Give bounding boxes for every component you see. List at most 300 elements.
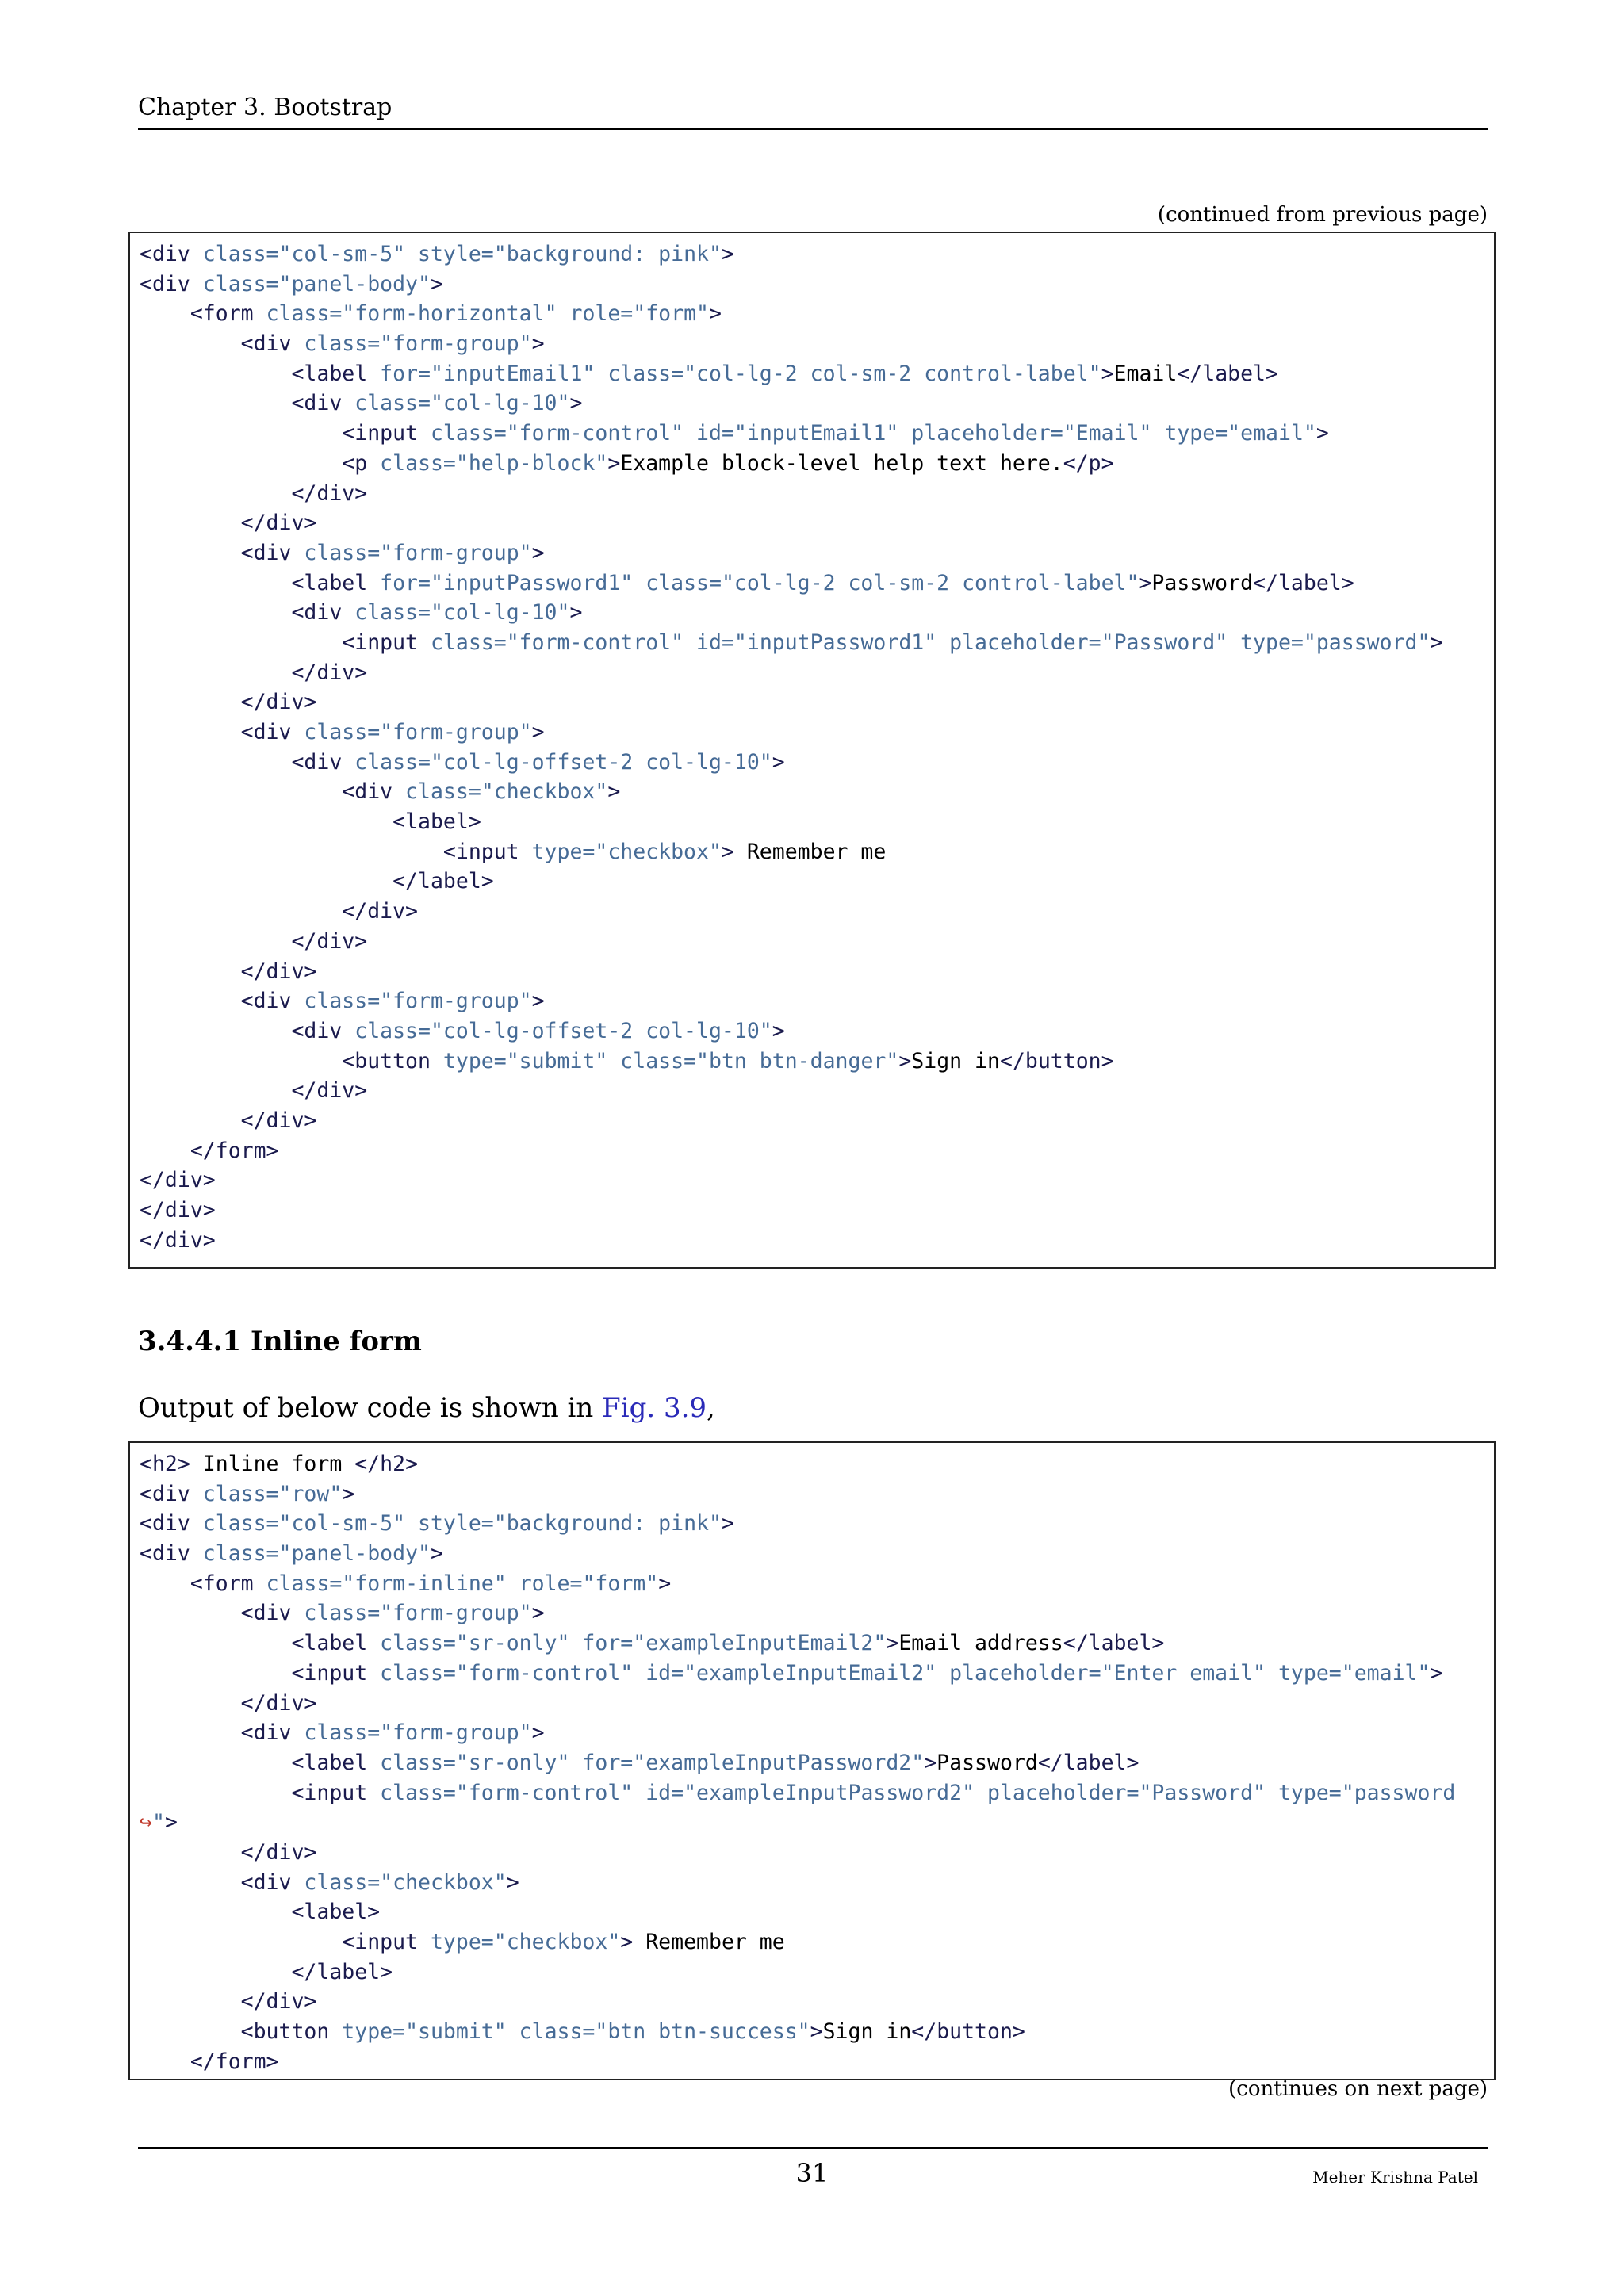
code-token: <div — [291, 1018, 343, 1043]
code-token: <label> — [393, 809, 481, 835]
code-line — [140, 807, 1494, 837]
code-token — [140, 840, 443, 864]
code-token — [140, 959, 241, 984]
intro-paragraph — [138, 1392, 715, 1424]
code-token: <p — [342, 450, 368, 476]
code-token: placeholder= — [936, 1660, 1101, 1686]
code-token — [140, 1989, 241, 2014]
code-token: class= — [342, 1018, 431, 1043]
code-token: "inputPassword1" — [733, 629, 937, 655]
code-token: placeholder= — [936, 629, 1101, 655]
code-token: for= — [367, 570, 431, 595]
code-token — [140, 1870, 241, 1895]
code-token: placeholder= — [898, 421, 1063, 446]
code-token: <div — [240, 1720, 292, 1746]
code-token: </label> — [393, 869, 494, 894]
code-line — [140, 239, 1494, 270]
code-token: "col-lg-offset-2 col-lg-10" — [430, 1018, 772, 1043]
code-token: > — [721, 839, 734, 864]
code-token: > — [1430, 1660, 1443, 1686]
code-token: "form" — [582, 1571, 659, 1596]
code-token: type= — [1228, 629, 1304, 655]
code-token: <label — [291, 1750, 368, 1775]
code-token — [140, 899, 342, 924]
code-token: <input — [342, 1930, 419, 1954]
code-token: type= — [1266, 1780, 1342, 1805]
code-line — [140, 1569, 1494, 1599]
code-token: </div> — [240, 1690, 317, 1716]
code-token: > — [1430, 629, 1443, 655]
code-token: <div — [240, 540, 292, 565]
code-line — [140, 1957, 1494, 1988]
code-token: class= — [190, 1481, 279, 1506]
code-line — [140, 658, 1494, 688]
code-token: "Password" — [1139, 1780, 1266, 1805]
code-token — [140, 989, 241, 1013]
code-token: "background: pink" — [493, 1511, 722, 1536]
code-line — [140, 1838, 1494, 1868]
code-token: > — [721, 242, 734, 266]
code-token: role= — [557, 301, 634, 327]
code-line — [140, 1449, 1494, 1479]
code-line — [140, 1539, 1494, 1569]
code-token: type= — [418, 1930, 494, 1954]
code-token: class= — [342, 749, 431, 775]
code-token: class= — [291, 1869, 381, 1895]
code-token: "row" — [278, 1481, 343, 1506]
code-line — [140, 1598, 1494, 1628]
code-token: class= — [367, 1631, 456, 1656]
code-line — [140, 2047, 1494, 2077]
code-token: <label> — [291, 1900, 381, 1925]
code-token — [140, 1108, 241, 1133]
code-token: class= — [291, 331, 381, 357]
code-token: </div> — [291, 480, 368, 506]
code-token — [140, 571, 291, 595]
code-line — [140, 270, 1494, 300]
code-token: Sign in — [911, 1048, 1000, 1073]
code-token: class= — [291, 1601, 381, 1626]
code-line — [140, 1196, 1494, 1226]
code-token: "col-lg-10" — [430, 391, 570, 416]
line-continuation-icon: ↪ — [140, 1810, 152, 1835]
code-token: id= — [684, 421, 734, 446]
code-token — [140, 660, 291, 685]
code-token: id= — [633, 1660, 684, 1686]
code-token: <input — [442, 839, 519, 864]
code-token: "form-inline" — [342, 1571, 507, 1596]
code-token: <button — [240, 2019, 330, 2045]
code-token — [140, 481, 291, 506]
figure-link[interactable]: Fig. 3.9 — [602, 1392, 707, 1424]
code-token: </div> — [240, 511, 317, 536]
code-token: class= — [190, 242, 279, 266]
code-token: "checkbox" — [595, 839, 722, 864]
code-token: "form-control" — [455, 1780, 634, 1805]
code-line — [140, 419, 1494, 449]
code-token: </div> — [240, 1839, 317, 1865]
code-line — [140, 1047, 1494, 1077]
intro-punct: , — [707, 1392, 715, 1424]
code-token: > — [886, 1631, 899, 1656]
code-line — [140, 1868, 1494, 1898]
footer-rule — [138, 2147, 1488, 2149]
code-token: class= — [190, 1541, 279, 1567]
code-token: Email address — [898, 1631, 1063, 1656]
code-token: Inline form — [190, 1452, 355, 1476]
code-token: </div> — [240, 1989, 317, 2015]
code-line — [140, 1509, 1494, 1539]
code-token: class= — [342, 391, 431, 416]
code-token: type= — [329, 2019, 406, 2045]
code-token — [140, 869, 393, 894]
code-line — [140, 837, 1494, 867]
code-line — [140, 718, 1494, 748]
code-token: class= — [367, 1780, 456, 1805]
code-line — [140, 1136, 1494, 1166]
code-token: "panel-body" — [278, 1541, 431, 1567]
code-token: "sr-only" — [455, 1631, 570, 1656]
code-token: <div — [291, 749, 343, 775]
code-token: "form-group" — [380, 1720, 532, 1746]
code-line — [140, 867, 1494, 897]
code-lines — [140, 1449, 1494, 2076]
code-token — [140, 1900, 291, 1924]
code-token — [140, 1571, 190, 1596]
code-token: class= — [253, 301, 343, 327]
code-token: > — [531, 1601, 545, 1626]
code-token: class= — [418, 421, 507, 446]
code-token: Email — [1113, 361, 1178, 386]
code-token — [140, 1720, 241, 1745]
code-token: "col-sm-5" — [278, 1511, 406, 1536]
code-token: style= — [405, 1511, 494, 1536]
code-token: <form — [190, 1571, 254, 1596]
code-token: "form-group" — [380, 1601, 532, 1626]
code-token: > — [772, 749, 785, 775]
code-token: "exampleInputEmail2" — [633, 1631, 887, 1656]
code-token: <div — [240, 989, 292, 1014]
code-token: <div — [140, 1481, 190, 1506]
code-token: type= — [519, 839, 596, 864]
code-token: <input — [291, 1660, 368, 1686]
code-token: "email" — [1228, 421, 1316, 446]
code-token: "Email" — [1063, 421, 1152, 446]
code-token — [140, 690, 241, 714]
code-token: </form> — [190, 2049, 279, 2074]
code-line — [140, 1718, 1494, 1748]
code-token: class= — [291, 1720, 381, 1746]
code-token: </div> — [291, 1078, 368, 1104]
code-token: <input — [291, 1780, 368, 1805]
code-line — [140, 1987, 1494, 2017]
code-token: "col-lg-offset-2 col-lg-10" — [430, 749, 772, 775]
code-token: > — [924, 1750, 937, 1775]
code-token: > — [1101, 361, 1114, 386]
code-token: class= — [342, 600, 431, 626]
code-token: > — [164, 1810, 178, 1835]
code-line — [140, 957, 1494, 987]
code-token: <div — [240, 1601, 292, 1626]
code-line — [140, 748, 1494, 778]
code-token: </div> — [342, 899, 419, 924]
code-token: "form-group" — [380, 989, 532, 1014]
code-token: > — [810, 2019, 823, 2045]
code-token: "col-lg-2 col-sm-2 control-label" — [684, 361, 1101, 386]
code-token: <input — [342, 421, 419, 446]
code-token — [140, 1840, 241, 1865]
code-token: </label> — [1063, 1631, 1165, 1656]
code-token: > — [531, 331, 545, 357]
code-token: > — [772, 1018, 785, 1043]
code-token — [140, 750, 291, 775]
code-token: class= — [291, 720, 381, 744]
code-token: class= — [633, 570, 722, 595]
code-token: </div> — [240, 1108, 317, 1133]
code-line — [140, 927, 1494, 957]
code-token: > — [607, 779, 621, 805]
code-token — [140, 630, 342, 655]
code-line — [140, 1689, 1494, 1719]
code-lines — [140, 239, 1494, 1255]
code-token: class= — [393, 779, 481, 805]
code-token: <label — [291, 1631, 368, 1656]
code-line — [140, 986, 1494, 1016]
code-token: "background: pink" — [493, 242, 722, 266]
code-token: class= — [291, 540, 381, 565]
code-token: </button> — [911, 2019, 1025, 2045]
code-token — [140, 720, 241, 744]
code-line — [140, 1778, 1494, 1808]
code-line — [140, 1226, 1494, 1256]
code-token: > — [531, 989, 545, 1014]
code-token: class= — [595, 361, 684, 386]
code-token — [140, 362, 291, 386]
code-token: </h2> — [354, 1452, 419, 1476]
code-line — [140, 1076, 1494, 1106]
code-token: class= — [367, 450, 456, 476]
section-heading: 3.4.4.1 Inline form — [138, 1326, 422, 1357]
code-token: "panel-body" — [278, 271, 431, 297]
code-token: class= — [418, 629, 507, 655]
code-token: type= — [430, 1048, 507, 1073]
code-token — [140, 929, 291, 954]
code-token: "inputEmail1" — [430, 361, 596, 386]
code-token: Remember me — [633, 1930, 785, 1954]
code-token: type= — [1266, 1660, 1342, 1686]
code-token — [140, 1601, 241, 1625]
code-token: <div — [240, 1869, 292, 1895]
code-line — [140, 1927, 1494, 1957]
code-token: "inputEmail1" — [733, 421, 899, 446]
code-token: class= — [291, 989, 381, 1014]
code-token — [140, 331, 241, 356]
code-token: </label> — [1253, 570, 1354, 595]
code-token — [140, 1631, 291, 1655]
code-token: <div — [291, 600, 343, 626]
code-line — [140, 449, 1494, 479]
code-token: > — [658, 1571, 672, 1596]
intro-text: Output of below code is shown in — [138, 1392, 603, 1424]
code-token: "exampleInputEmail2" — [684, 1660, 937, 1686]
code-token: <label — [291, 570, 368, 595]
code-token: for= — [367, 361, 431, 386]
code-token: > — [531, 720, 545, 744]
code-token — [140, 600, 291, 625]
code-line — [140, 329, 1494, 359]
continued-note: (continued from previous page) — [1157, 203, 1488, 227]
code-token: class= — [506, 2019, 596, 2045]
header-rule — [138, 128, 1488, 130]
code-token: "exampleInputPassword2" — [633, 1750, 925, 1775]
code-line — [140, 2017, 1494, 2047]
code-token: > — [1139, 570, 1152, 595]
code-line — [140, 568, 1494, 599]
code-token: class= — [190, 271, 279, 297]
code-token: <div — [240, 720, 292, 744]
code-line — [140, 1106, 1494, 1136]
code-token: "Enter email" — [1101, 1660, 1266, 1686]
running-head: Chapter 3. Bootstrap — [138, 94, 393, 121]
code-token — [140, 779, 342, 804]
code-token: "help-block" — [455, 450, 608, 476]
code-token: role= — [506, 1571, 583, 1596]
code-token: </form> — [190, 1138, 279, 1163]
code-token: Example block-level help text here. — [620, 450, 1063, 476]
code-token: > — [607, 450, 621, 476]
code-token — [140, 1960, 291, 1984]
code-token: > — [342, 1481, 355, 1506]
code-token: "form-horizontal" — [342, 301, 557, 327]
code-token: "col-sm-5" — [278, 242, 406, 266]
code-token: Remember me — [733, 839, 887, 864]
code-token: > — [430, 1541, 443, 1567]
code-line — [140, 1479, 1494, 1510]
code-token: "form-control" — [455, 1660, 634, 1686]
code-token: "sr-only" — [455, 1750, 570, 1775]
code-token — [140, 1049, 342, 1073]
code-token: <form — [190, 301, 254, 327]
code-token: " — [151, 1810, 165, 1835]
code-token: </div> — [291, 660, 368, 685]
code-token: "form-control" — [506, 421, 684, 446]
code-token: > — [898, 1048, 912, 1073]
code-token: > — [506, 1869, 519, 1895]
code-line — [140, 1628, 1494, 1659]
code-token: style= — [405, 242, 494, 266]
code-line — [140, 897, 1494, 927]
code-line — [140, 388, 1494, 419]
code-token: <button — [342, 1048, 431, 1073]
code-token — [140, 1751, 291, 1775]
code-line — [140, 1016, 1494, 1047]
code-token: <label — [291, 361, 368, 386]
code-token — [140, 511, 241, 535]
code-line — [140, 687, 1494, 718]
code-token: class= — [607, 1048, 697, 1073]
code-token — [140, 541, 241, 565]
code-block-2 — [128, 1441, 1496, 2080]
code-token — [140, 301, 190, 326]
code-token: id= — [633, 1780, 684, 1805]
code-token: <div — [342, 779, 393, 805]
code-token: class= — [367, 1750, 456, 1775]
code-token: > — [620, 1930, 634, 1954]
code-line — [140, 359, 1494, 389]
code-token: > — [569, 391, 583, 416]
code-token: "checkbox" — [380, 1869, 507, 1895]
code-token: id= — [684, 629, 734, 655]
code-token: "form-group" — [380, 331, 532, 357]
code-token: > — [531, 1720, 545, 1746]
code-token — [140, 1691, 241, 1716]
code-token — [140, 2019, 241, 2044]
code-token — [140, 1138, 190, 1163]
code-token: "checkbox" — [481, 779, 608, 805]
code-token: "Password" — [1101, 629, 1228, 655]
code-token: "form" — [633, 301, 709, 327]
code-line — [140, 479, 1494, 509]
code-line — [140, 777, 1494, 807]
code-token: placeholder= — [975, 1780, 1139, 1805]
code-line — [140, 1808, 1494, 1838]
code-token: "submit" — [405, 2019, 507, 2045]
code-token: Password — [1151, 570, 1254, 595]
code-line — [140, 1748, 1494, 1778]
code-token — [140, 1661, 291, 1686]
code-token: </div> — [240, 959, 317, 984]
code-token: </div> — [140, 1168, 216, 1193]
code-token — [140, 809, 393, 834]
code-token: "checkbox" — [493, 1930, 621, 1954]
code-token: class= — [253, 1571, 343, 1596]
code-line — [140, 508, 1494, 538]
code-token: <h2> — [140, 1452, 190, 1476]
code-line — [140, 538, 1494, 568]
code-token: class= — [190, 1511, 279, 1536]
code-token: "col-lg-10" — [430, 600, 570, 626]
code-token: Sign in — [822, 2019, 912, 2045]
code-token: "form-group" — [380, 540, 532, 565]
author-name: Meher Krishna Patel — [1312, 2168, 1478, 2187]
code-token — [140, 451, 342, 476]
code-token: </div> — [291, 928, 368, 954]
code-token: "exampleInputPassword2" — [684, 1780, 975, 1805]
code-token: "col-lg-2 col-sm-2 control-label" — [721, 570, 1139, 595]
code-token: <div — [140, 1541, 190, 1567]
code-token: </div> — [240, 690, 317, 715]
code-token: "submit" — [506, 1048, 608, 1073]
code-token: <div — [140, 271, 190, 297]
page-number: 31 — [795, 2158, 829, 2188]
code-token — [140, 391, 291, 415]
code-line — [140, 598, 1494, 628]
code-token: "btn btn-success" — [595, 2019, 810, 2045]
code-block-1 — [128, 232, 1496, 1269]
code-line — [140, 628, 1494, 658]
code-token — [140, 1078, 291, 1103]
code-token: > — [721, 1511, 734, 1536]
code-token: <div — [240, 331, 292, 357]
code-token: type= — [1151, 421, 1228, 446]
code-token: <div — [291, 391, 343, 416]
code-token: "password" — [1303, 629, 1431, 655]
code-token: </button> — [999, 1048, 1114, 1073]
code-token: <input — [342, 629, 419, 655]
code-token: "inputPassword1" — [430, 570, 634, 595]
code-token — [140, 1781, 291, 1805]
code-token: <div — [140, 1511, 190, 1536]
